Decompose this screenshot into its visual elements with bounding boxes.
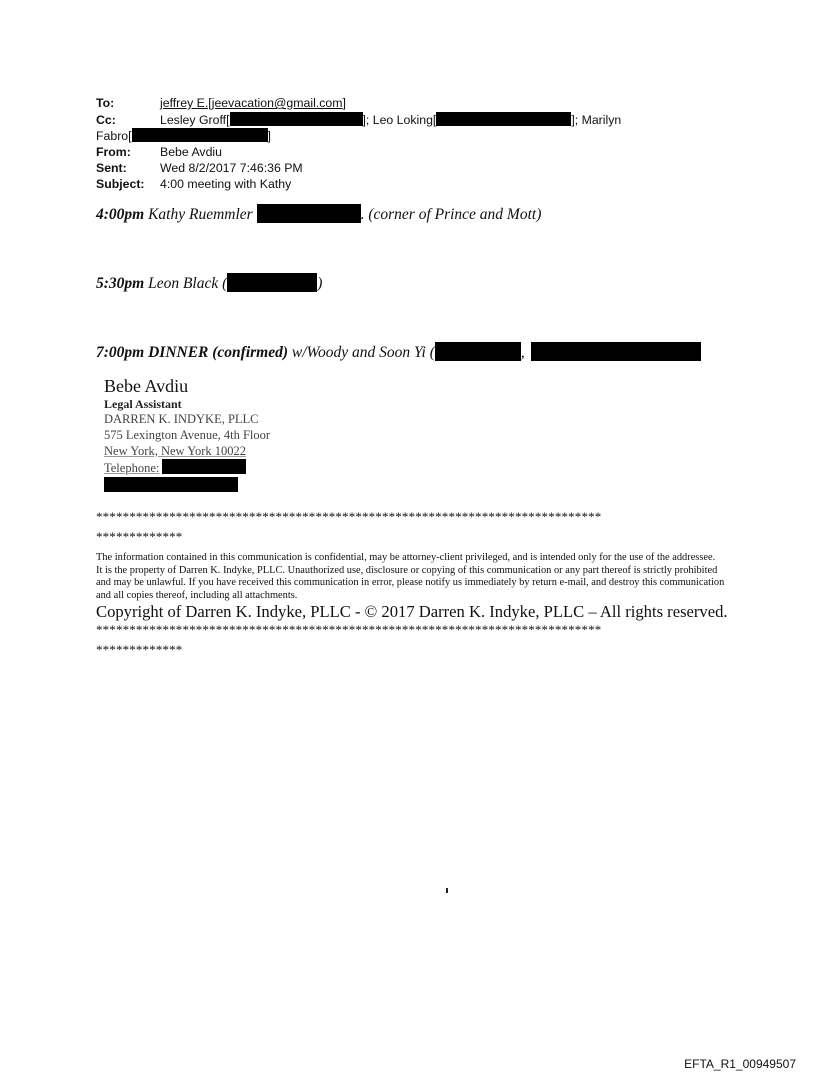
subject-row xyxy=(96,177,621,193)
cc-label: Cc: xyxy=(96,112,116,127)
disclaimer-line-1: The information contained in this communication is confidential, may be attorney-client privileged, and is intended only for the use of the addressee. xyxy=(96,552,716,563)
copyright-notice: Copyright of Darren K. Indyke, PLLC - © 2017 Darren K. Indyke, PLLC – All rights reserved. xyxy=(96,602,728,622)
stray-mark xyxy=(446,888,448,893)
schedule-item-7pm xyxy=(96,342,701,362)
redaction-box xyxy=(531,342,701,361)
cc-close-bracket: ] xyxy=(267,129,271,144)
cc-name-3-cont: Fabro[ xyxy=(96,129,132,144)
cc-continuation-row xyxy=(96,128,621,145)
cc-name-2: ]; Leo Loking[ xyxy=(362,112,437,127)
schedule-time: 7:00pm DINNER (confirmed) xyxy=(96,344,289,361)
signature-address-2: New York, New York 10022 xyxy=(104,443,247,458)
from-label: From: xyxy=(96,145,131,160)
star-divider-top-cont: ************* xyxy=(96,529,183,544)
to-value: jeffrey E.[jeevacation@gmail.com] xyxy=(160,96,346,110)
to-label: To: xyxy=(96,96,115,110)
schedule-item-4pm xyxy=(96,204,541,224)
schedule-item-530pm xyxy=(96,273,322,293)
redaction-box xyxy=(104,477,238,492)
redaction-box xyxy=(227,273,317,292)
signature-title: Legal Assistant xyxy=(104,397,182,411)
sent-value: Wed 8/2/2017 7:46:36 PM xyxy=(160,160,303,175)
schedule-text: . (corner of Prince and Mott) xyxy=(360,206,542,223)
cc-name-1: Lesley Groff[ xyxy=(160,112,230,127)
disclaimer-line-3: and may be unlawful. If you have received this communication in error, please notify us immediately by return e-mail, and destroy this communication xyxy=(96,577,725,589)
disclaimer xyxy=(96,508,726,658)
schedule-text: w/Woody and Soon Yi ( xyxy=(288,344,435,361)
schedule-time: 5:30pm xyxy=(96,275,145,292)
cc-name-3: ]; Marilyn xyxy=(571,112,622,127)
signature-address-1: 575 Lexington Avenue, 4th Floor xyxy=(104,427,271,442)
disclaimer-line-2: It is the property of Darren K. Indyke, PLLC. Unauthorized use, disclosure or copying of this communication or any part thereof is strictly prohibited xyxy=(96,564,718,576)
redaction-box xyxy=(162,459,246,474)
star-divider-bottom: **************************************************************************** xyxy=(96,622,602,638)
redaction-box xyxy=(435,342,521,361)
signature-telephone-label: Telephone: xyxy=(104,461,160,476)
subject-value: 4:00 meeting with Kathy xyxy=(160,176,292,191)
schedule-text: ) xyxy=(317,275,323,292)
document-id: EFTA_R1_00949507 xyxy=(684,1057,796,1071)
from-value: Bebe Avdiu xyxy=(160,145,222,160)
redaction-box xyxy=(132,128,268,142)
signature-firm: DARREN K. INDYKE, PLLC xyxy=(104,412,259,426)
subject-label: Subject: xyxy=(96,176,145,191)
cc-row xyxy=(96,112,621,129)
signature-telephone-row xyxy=(104,459,270,477)
from-row xyxy=(96,145,621,161)
star-divider-top: **************************************************************************** xyxy=(96,509,602,524)
email-header xyxy=(96,96,621,192)
redaction-box xyxy=(436,112,571,126)
schedule-time: 4:00pm xyxy=(96,206,145,223)
to-row xyxy=(96,96,621,112)
disclaimer-line-4: and all copies thereof, including all attachments. xyxy=(96,589,298,601)
schedule-text: Leon Black ( xyxy=(144,275,228,292)
sent-label: Sent: xyxy=(96,160,127,175)
redaction-box xyxy=(257,204,361,223)
star-divider-bottom-cont: ************* xyxy=(96,642,183,658)
schedule-text: Kathy Ruemmler xyxy=(144,206,257,223)
email-signature xyxy=(104,375,270,495)
redaction-box xyxy=(230,112,363,126)
schedule-text: , xyxy=(520,344,525,361)
signature-name: Bebe Avdiu xyxy=(104,376,189,396)
sent-row xyxy=(96,161,621,177)
